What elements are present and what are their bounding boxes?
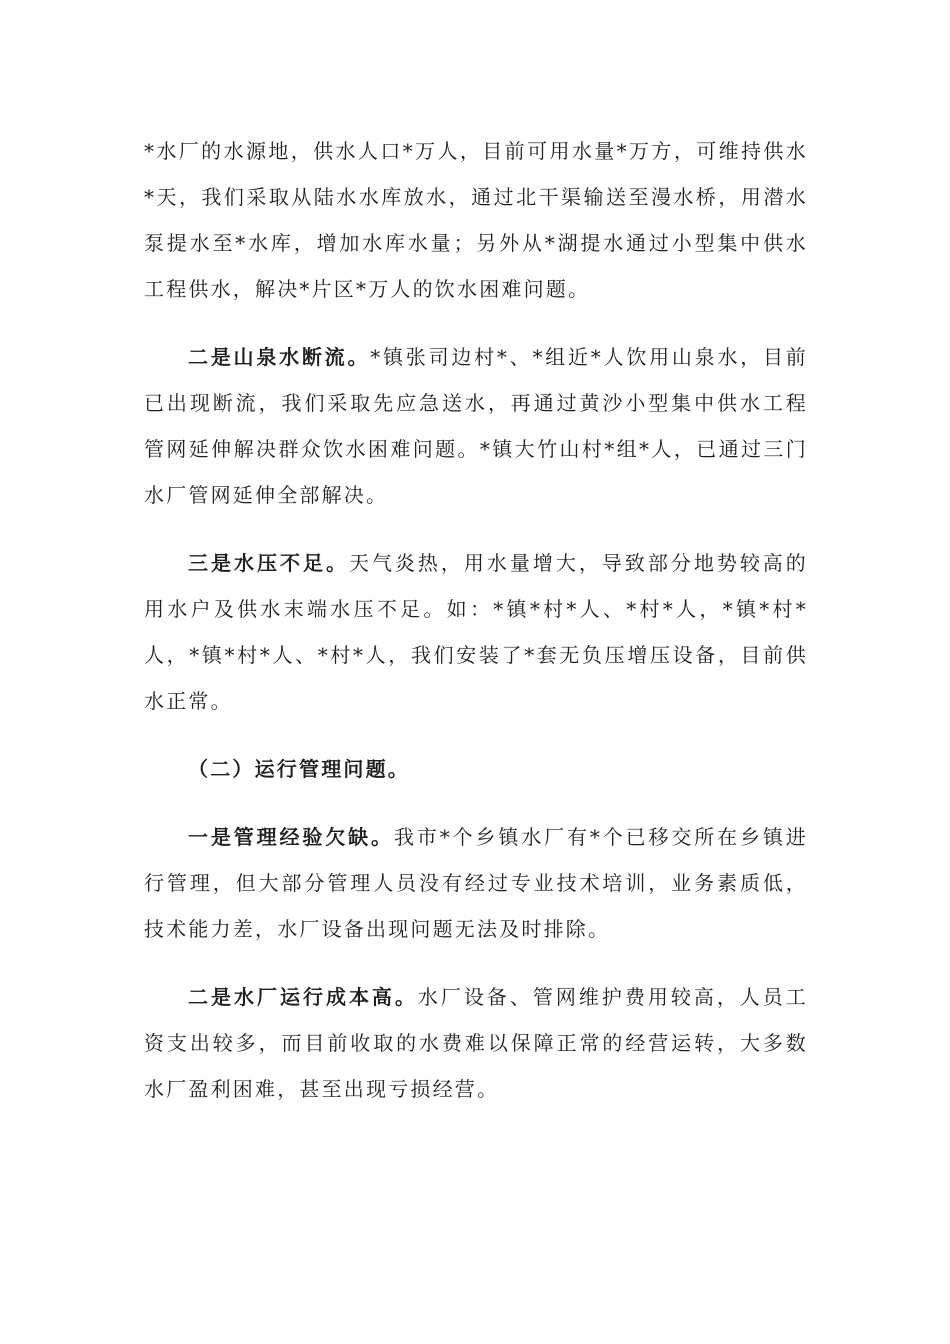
paragraph-lead: 三是水压不足。 [188, 551, 349, 575]
paragraph-lead: 二是山泉水断流。 [188, 345, 371, 369]
paragraph-text: 我市*个乡镇水厂有*个已移交所在乡镇进行管理，但大部分管理人员没有经过专业技术培训，业务素质低，技术能力差，水厂设备出现问题无法及时排除。 [144, 825, 808, 941]
paragraph-water-source [144, 128, 808, 312]
paragraph-management-experience [144, 814, 808, 952]
paragraph-lead: 一是管理经验欠缺。 [188, 825, 394, 849]
paragraph-spring-water [144, 334, 808, 518]
paragraph-text: 水厂设备、管网维护费用较高，人员工资支出较多，而目前收取的水费难以保障正常的经营运转，大多数水厂盈利困难，甚至出现亏损经营。 [144, 985, 808, 1101]
paragraph-text: *水厂的水源地，供水人口*万人，目前可用水量*万方，可维持供水*天，我们采取从陆水水库放水，通过北干渠输送至漫水桥，用潜水泵提水至*水库，增加水库水量；另外从*湖提水通过小型集中供水工程供水，解决*片区*万人的饮水困难问题。 [144, 139, 808, 301]
section-heading: （二）运行管理问题。 [188, 757, 410, 781]
paragraph-text: 天气炎热，用水量增大，导致部分地势较高的用水户及供水末端水压不足。如：*镇*村*人、*村*人，*镇*村*人，*镇*村*人、*村*人，我们安装了*套无负压增压设备，目前供水正常。 [144, 551, 809, 713]
paragraph-operating-cost [144, 974, 808, 1112]
document-page [144, 128, 808, 1134]
paragraph-lead: 二是水厂运行成本高。 [188, 985, 418, 1009]
paragraph-water-pressure [144, 540, 808, 724]
paragraph-text: *镇张司边村*、*组近*人饮用山泉水，目前已出现断流，我们采取先应急送水，再通过黄沙小型集中供水工程管网延伸解决群众饮水困难问题。*镇大竹山村*组*人，已通过三门水厂管网延伸全部解决。 [144, 345, 808, 507]
